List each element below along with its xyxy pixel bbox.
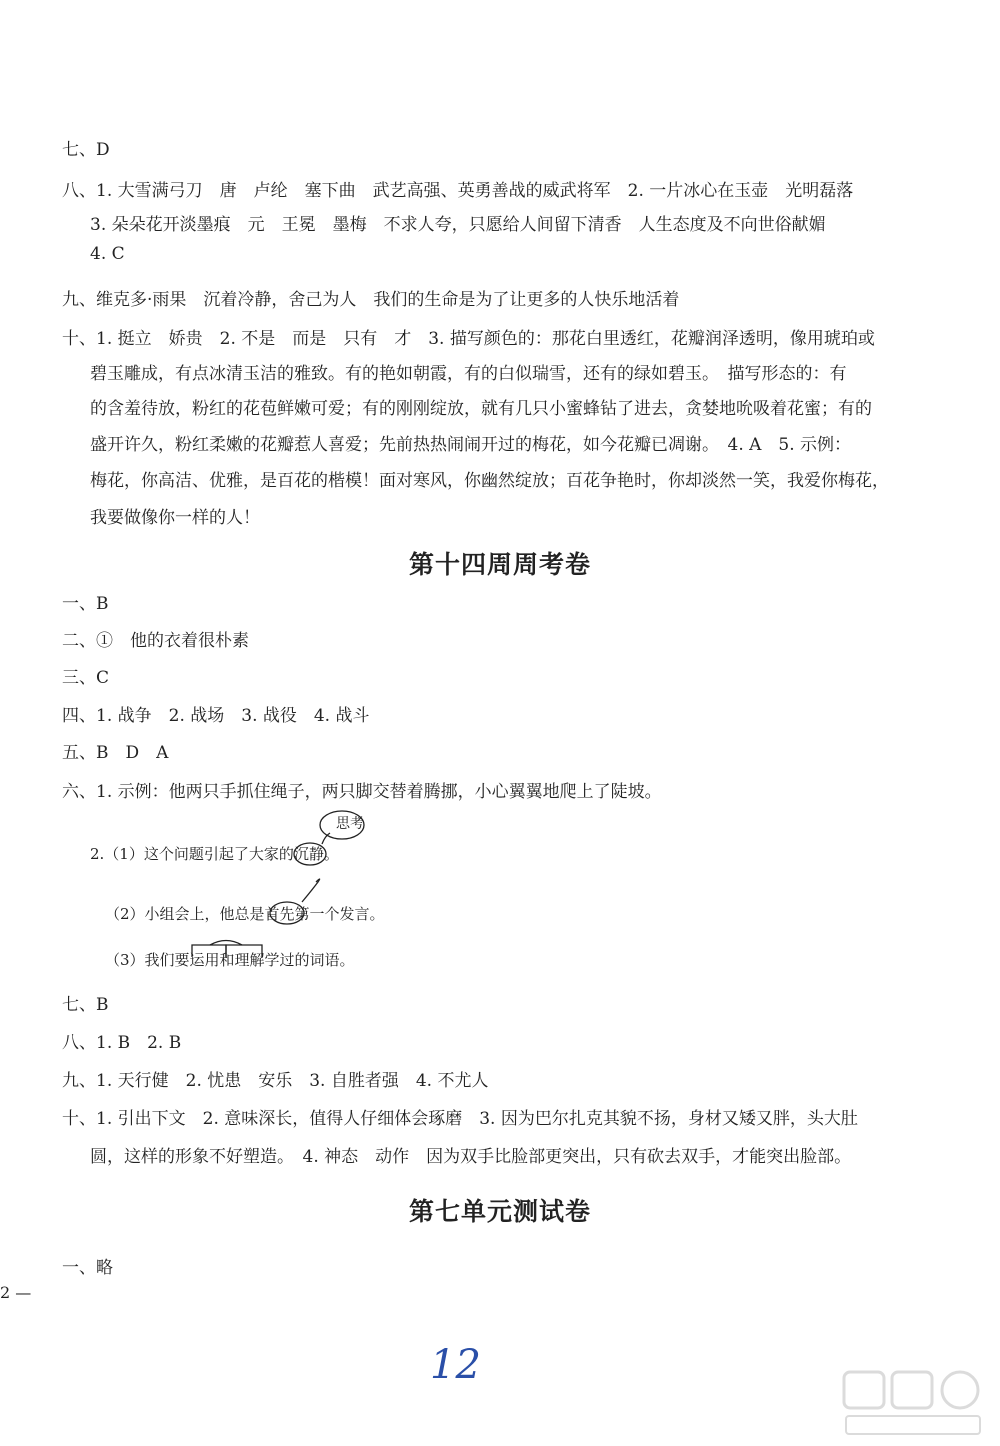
answer-line: （3）我们要运用和理解学过的词语。 — [105, 951, 355, 969]
answer-line: 2.（1）这个问题引起了大家的沉静。 — [90, 845, 339, 863]
answer-line: 八、1. B 2. B — [62, 1033, 182, 1053]
answer-line: 的含羞待放，粉红的花苞鲜嫩可爱；有的刚刚绽放，就有几只小蜜蜂钻了进去，贪婪地吮吸着花蜜；有的 — [90, 399, 872, 419]
answer-line: 九、维克多·雨果 沉着冷静，舍己为人 我们的生命是为了让更多的人快乐地活着 — [62, 290, 680, 310]
page-number: 2 — — [0, 1283, 32, 1302]
answer-line: 三、C — [62, 668, 110, 688]
watermark-logo — [838, 1368, 988, 1440]
answer-line: 梅花，你高洁、优雅，是百花的楷模！面对寒风，你幽然绽放；百花争艳时，你却淡然一笑，我爱你梅花， — [90, 471, 889, 491]
answer-line: 盛开许久，粉红柔嫩的花瓣惹人喜爱；先前热热闹闹开过的梅花，如今花瓣已凋谢。 4. A 5. 示例： — [90, 435, 852, 455]
answer-line: 十、1. 引出下文 2. 意味深长，值得人仔细体会琢磨 3. 因为巴尔扎克其貌不扬，身材又矮又胖，头大肚 — [62, 1109, 858, 1129]
answer-line: 二、① 他的衣着很朴素 — [62, 631, 249, 651]
answer-line: 一、略 — [62, 1258, 113, 1278]
section-title: 第十四周周考卷 — [408, 550, 591, 579]
answer-line: 4. C — [90, 244, 125, 264]
handwritten-page-number: 12 — [430, 1342, 481, 1388]
answer-line: 四、1. 战争 2. 战场 3. 战役 4. 战斗 — [62, 706, 370, 726]
answer-line: 八、1. 大雪满弓刀 唐 卢纶 塞下曲 武艺高强、英勇善战的威武将军 2. 一片冰心在玉壶 光明磊落 — [62, 181, 854, 201]
answer-line: 我要做像你一样的人！ — [90, 508, 260, 528]
section-title: 第七单元测试卷 — [408, 1197, 591, 1226]
answer-line: 六、1. 示例：他两只手抓住绳子，两只脚交替着腾挪，小心翼翼地爬上了陡坡。 — [62, 782, 662, 802]
answer-line: 五、B D A — [62, 743, 169, 763]
answer-line: 碧玉雕成，有点冰清玉洁的雅致。有的艳如朝霞，有的白似瑞雪，还有的绿如碧玉。 描写形态的：有 — [90, 364, 847, 384]
answer-line: 十、1. 挺立 娇贵 2. 不是 而是 只有 才 3. 描写颜色的：那花白里透红，花瓣润泽透明，像用琥珀或 — [62, 329, 875, 349]
answer-line: 一、B — [62, 594, 109, 614]
handwritten-correction: 思考 — [336, 816, 364, 832]
answer-line: 圆，这样的形象不好塑造。 4. 神态 动作 因为双手比脸部更突出，只有砍去双手，才能突出脸部。 — [90, 1147, 852, 1167]
answer-line: 九、1. 天行健 2. 忧患 安乐 3. 自胜者强 4. 不尤人 — [62, 1071, 489, 1091]
answer-line: 七、D — [62, 140, 110, 160]
answer-line: （2）小组会上，他总是首先第一个发言。 — [105, 905, 385, 923]
answer-line: 3. 朵朵花开淡墨痕 元 王冕 墨梅 不求人夸，只愿给人间留下清香 人生态度及不向世俗献媚 — [90, 215, 826, 235]
answer-line: 七、B — [62, 995, 109, 1015]
